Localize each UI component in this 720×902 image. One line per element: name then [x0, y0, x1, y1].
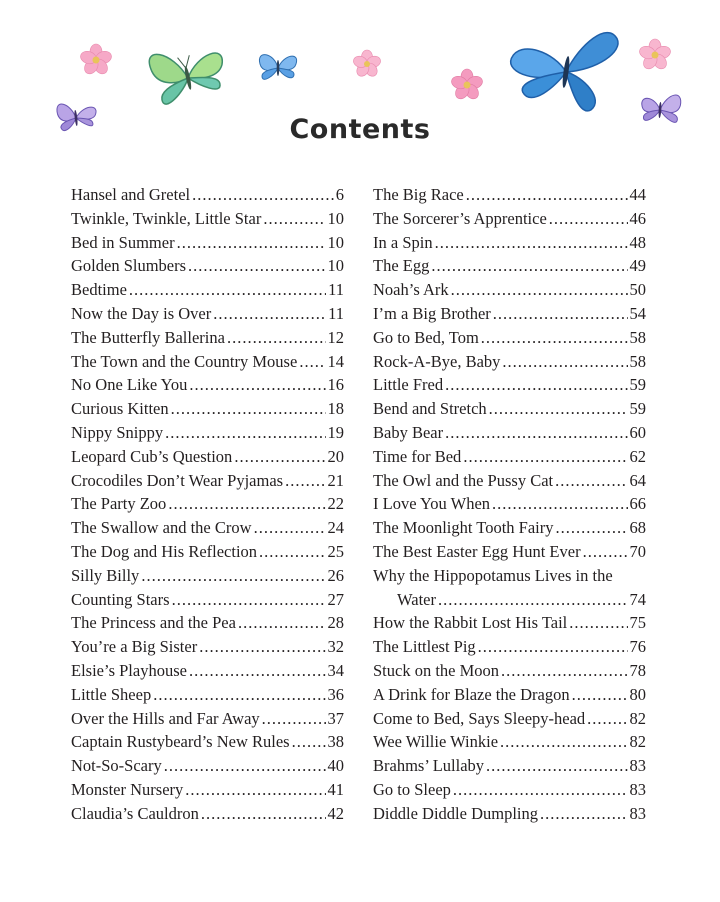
- toc-entry[interactable]: [373, 231, 646, 255]
- toc-entry-page: 28: [327, 613, 344, 633]
- toc-entry-title: Monster Nursery: [71, 779, 184, 799]
- toc-entry[interactable]: [373, 445, 646, 469]
- dot-leader: [262, 707, 326, 731]
- toc-entry[interactable]: [71, 183, 344, 207]
- toc-entry-title: The Big Race: [373, 185, 464, 204]
- dot-leader: [201, 802, 326, 826]
- toc-entry-title: The Butterfly Ballerina: [71, 327, 225, 347]
- dot-leader: [572, 683, 628, 707]
- dot-leader: [549, 207, 628, 231]
- toc-entry-title: Hansel and Gretel: [71, 185, 191, 204]
- toc-entry[interactable]: [71, 469, 344, 493]
- toc-entry-page: 76: [629, 637, 646, 657]
- toc-entry[interactable]: [373, 421, 646, 445]
- toc-entry[interactable]: [71, 730, 344, 754]
- pink-flower-icon: [450, 69, 484, 101]
- toc-entry-title: Twinkle, Twinkle, Little Star: [71, 208, 262, 228]
- toc-entry-title: You’re a Big Sister: [71, 637, 198, 657]
- toc-left-column: [71, 183, 344, 826]
- toc-entry-page: 36: [327, 684, 344, 704]
- toc-entry[interactable]: [71, 540, 344, 564]
- toc-entry[interactable]: [373, 730, 646, 754]
- toc-entry-page: 82: [629, 732, 646, 752]
- toc-entry-page: 21: [327, 470, 344, 490]
- page-title: Contents: [289, 114, 431, 145]
- dot-leader: [141, 564, 325, 588]
- toc-entry[interactable]: [71, 397, 344, 421]
- toc-entry-title: The Moonlight Tooth Fairy: [373, 518, 554, 538]
- dot-leader: [435, 231, 628, 255]
- dot-leader: [238, 611, 326, 635]
- toc-entry-page: 6: [335, 185, 344, 204]
- toc-entry-title: Water: [397, 589, 436, 609]
- toc-entry-title: I Love You When: [373, 494, 491, 514]
- toc-entry-page: 42: [327, 803, 344, 823]
- toc-entry-page: 50: [629, 280, 646, 300]
- toc-entry-page: 38: [327, 732, 344, 752]
- toc-entry[interactable]: [71, 445, 344, 469]
- dot-leader: [254, 516, 326, 540]
- toc-entry[interactable]: [71, 350, 344, 374]
- toc-entry-title: Little Sheep: [71, 684, 152, 704]
- toc-entry[interactable]: [373, 254, 646, 278]
- dot-leader: [285, 469, 325, 493]
- toc-entry-title: Counting Stars: [71, 589, 170, 609]
- dot-leader: [259, 540, 325, 564]
- toc-entry-page: 20: [327, 446, 344, 466]
- toc-entry-title: The Party Zoo: [71, 494, 167, 514]
- toc-entry-page: 37: [327, 708, 344, 728]
- toc-entry-title: The Princess and the Pea: [71, 613, 236, 633]
- toc-entry[interactable]: [373, 778, 646, 802]
- toc-entry-title: The Dog and His Reflection: [71, 541, 258, 561]
- blue-butterfly-small-icon: [259, 55, 296, 80]
- toc-entry-page: 74: [629, 589, 646, 609]
- toc-entry-page: 64: [629, 470, 646, 490]
- toc-entry[interactable]: [71, 635, 344, 659]
- toc-entry[interactable]: [71, 207, 344, 231]
- dot-leader: [172, 588, 326, 612]
- toc-entry[interactable]: [373, 588, 646, 612]
- toc-entry-title: Bend and Stretch: [373, 399, 487, 419]
- dot-leader: [129, 278, 326, 302]
- toc-entry[interactable]: [71, 802, 344, 826]
- dot-leader: [486, 754, 627, 778]
- toc-entry[interactable]: [373, 350, 646, 374]
- green-butterfly-icon: [148, 41, 229, 106]
- toc-entry[interactable]: [71, 516, 344, 540]
- toc-entry-title: The Sorcerer’s Apprentice: [373, 208, 547, 228]
- toc-entry[interactable]: [373, 207, 646, 231]
- toc-entry-title: The Owl and the Pussy Cat: [373, 470, 554, 490]
- toc-entry-title: Go to Bed, Tom: [373, 327, 479, 347]
- dot-leader: [466, 183, 628, 207]
- dot-leader: [292, 730, 326, 754]
- toc-entry-title: The Town and the Country Mouse: [71, 351, 298, 371]
- toc-entry-title: The Egg: [373, 256, 430, 276]
- toc-entry-page: 80: [629, 684, 646, 704]
- toc-entry-page: 40: [327, 756, 344, 776]
- toc-entry-page: 60: [629, 422, 646, 442]
- toc-entry-page: 10: [327, 208, 344, 228]
- toc-entry-page: 41: [327, 779, 344, 799]
- toc-entry-title: Now the Day is Over: [71, 303, 212, 323]
- dot-leader: [493, 302, 628, 326]
- toc-entry-page: 82: [629, 708, 646, 728]
- dot-leader: [463, 445, 627, 469]
- dot-leader: [189, 373, 325, 397]
- toc-entry-page: 32: [327, 637, 344, 657]
- dot-leader: [451, 278, 628, 302]
- toc-entry-title: Bed in Summer: [71, 232, 175, 252]
- toc-entry[interactable]: [373, 516, 646, 540]
- dot-leader: [185, 778, 325, 802]
- toc-entry[interactable]: [373, 278, 646, 302]
- toc-entry-title: Leopard Cub’s Question: [71, 446, 233, 466]
- toc-entry-title: Nippy Snippy: [71, 422, 164, 442]
- toc-entry[interactable]: [373, 302, 646, 326]
- toc-entry-page: 12: [327, 327, 344, 347]
- toc-entry[interactable]: [71, 659, 344, 683]
- toc-entry[interactable]: [71, 421, 344, 445]
- dot-leader: [540, 802, 628, 826]
- dot-leader: [555, 469, 627, 493]
- dot-leader: [587, 707, 627, 731]
- dot-leader: [213, 302, 326, 326]
- toc-entry[interactable]: [71, 254, 344, 278]
- toc-entry-page: 19: [327, 422, 344, 442]
- toc-entry[interactable]: [71, 492, 344, 516]
- dot-leader: [164, 754, 326, 778]
- toc-entry[interactable]: [373, 540, 646, 564]
- toc-right-column: [373, 183, 646, 826]
- toc-entry-title: Diddle Diddle Dumpling: [373, 803, 538, 823]
- toc-entry-page: 49: [629, 256, 646, 276]
- toc-entry-title: Noah’s Ark: [373, 280, 449, 300]
- toc-entry-title: A Drink for Blaze the Dragon: [373, 684, 570, 704]
- toc-entry-title: Brahms’ Lullaby: [373, 756, 485, 776]
- dot-leader: [438, 588, 628, 612]
- toc-entry-title: Captain Rustybeard’s New Rules: [71, 732, 290, 752]
- toc-entry[interactable]: [373, 492, 646, 516]
- dot-leader: [165, 421, 325, 445]
- dot-leader: [227, 326, 326, 350]
- toc-entry[interactable]: [373, 564, 646, 588]
- toc-entry-page: 48: [629, 232, 646, 252]
- toc-entry[interactable]: [373, 635, 646, 659]
- dot-leader: [492, 492, 627, 516]
- toc-entry-page: 59: [629, 399, 646, 419]
- dot-leader: [481, 326, 628, 350]
- dot-leader: [192, 183, 334, 207]
- dot-leader: [453, 778, 628, 802]
- blue-butterfly-large-icon: [505, 20, 619, 114]
- dot-leader: [445, 373, 627, 397]
- toc-entry-page: 54: [629, 303, 646, 323]
- toc-entry-page: 24: [327, 518, 344, 538]
- toc-entry-page: 10: [327, 232, 344, 252]
- toc-entry[interactable]: [71, 302, 344, 326]
- toc-entry-page: 62: [629, 446, 646, 466]
- toc-entry-title: Wee Willie Winkie: [373, 732, 499, 752]
- toc-entry[interactable]: [71, 588, 344, 612]
- toc-entry[interactable]: [373, 659, 646, 683]
- toc-entry-title: Come to Bed, Says Sleepy-head: [373, 708, 586, 728]
- toc-entry[interactable]: [71, 564, 344, 588]
- toc-entry-title: No One Like You: [71, 375, 188, 395]
- dot-leader: [583, 540, 628, 564]
- toc-entry-title: Curious Kitten: [71, 399, 169, 419]
- toc-entry[interactable]: [71, 707, 344, 731]
- toc-entry[interactable]: [373, 326, 646, 350]
- toc-entry-title: Rock-A-Bye, Baby: [373, 351, 501, 371]
- toc-entry-page: 75: [629, 613, 646, 633]
- dot-leader: [234, 445, 325, 469]
- toc-entry-title: Not-So-Scary: [71, 756, 162, 776]
- toc-entry-page: 70: [629, 541, 646, 561]
- pink-flower-icon: [352, 50, 382, 79]
- dot-leader: [431, 254, 627, 278]
- toc-entry-title: The Swallow and the Crow: [71, 518, 252, 538]
- toc-entry[interactable]: [71, 326, 344, 350]
- toc-entry[interactable]: [373, 802, 646, 826]
- toc-entry[interactable]: [373, 754, 646, 778]
- toc-entry-page: 11: [328, 303, 344, 323]
- dot-leader: [263, 207, 325, 231]
- toc-entry-title: Baby Bear: [373, 422, 444, 442]
- toc-entry[interactable]: [373, 373, 646, 397]
- toc-entry-page: 83: [629, 779, 646, 799]
- dot-leader: [478, 635, 628, 659]
- toc-entry-page: 44: [629, 185, 646, 204]
- dot-leader: [556, 516, 628, 540]
- toc-entry[interactable]: [373, 397, 646, 421]
- toc-entry[interactable]: [373, 611, 646, 635]
- dot-leader: [500, 730, 627, 754]
- toc-entry-page: 11: [328, 280, 344, 300]
- toc-entry-page: 83: [629, 803, 646, 823]
- toc-entry-title: Why the Hippopotamus Lives in the: [373, 565, 613, 585]
- dot-leader: [299, 350, 325, 374]
- toc-entry[interactable]: [71, 231, 344, 255]
- toc-entry-page: 26: [327, 565, 344, 585]
- toc-entry-title: Stuck on the Moon: [373, 660, 500, 680]
- toc-entry-page: 14: [327, 351, 344, 371]
- dot-leader: [171, 397, 326, 421]
- toc-entry-title: Silly Billy: [71, 565, 140, 585]
- toc-entry-title: How the Rabbit Lost His Tail: [373, 613, 568, 633]
- dot-leader: [188, 254, 325, 278]
- toc-entry-title: Time for Bed: [373, 446, 462, 466]
- dot-leader: [501, 659, 627, 683]
- toc-entry-page: 66: [629, 494, 646, 514]
- dot-leader: [489, 397, 628, 421]
- toc-entry-page: 58: [629, 351, 646, 371]
- toc-entry[interactable]: [373, 707, 646, 731]
- dot-leader: [177, 231, 326, 255]
- toc-entry-title: The Littlest Pig: [373, 637, 476, 657]
- toc-entry-page: 16: [327, 375, 344, 395]
- toc-entry-page: 59: [629, 375, 646, 395]
- toc-entry[interactable]: [71, 611, 344, 635]
- dot-leader: [502, 350, 627, 374]
- toc-entry-page: 22: [327, 494, 344, 514]
- toc-entry-page: 10: [327, 256, 344, 276]
- toc-entry-page: 34: [327, 660, 344, 680]
- toc-entry-page: 25: [327, 541, 344, 561]
- toc-entry[interactable]: [373, 183, 646, 207]
- toc-entry-title: The Best Easter Egg Hunt Ever: [373, 541, 581, 561]
- toc-entry-page: 83: [629, 756, 646, 776]
- toc-entry[interactable]: [71, 754, 344, 778]
- dot-leader: [199, 635, 325, 659]
- dot-leader: [569, 611, 627, 635]
- pink-flower-icon: [638, 39, 672, 71]
- toc-entry[interactable]: [373, 469, 646, 493]
- toc-entry[interactable]: [71, 778, 344, 802]
- toc-entry-page: 68: [629, 518, 646, 538]
- toc-entry-title: Crocodiles Don’t Wear Pyjamas: [71, 470, 284, 490]
- dot-leader: [168, 492, 325, 516]
- toc-entry[interactable]: [71, 278, 344, 302]
- toc-entry-page: 78: [629, 660, 646, 680]
- toc-entry-title: Go to Sleep: [373, 779, 451, 799]
- toc-entry[interactable]: [373, 683, 646, 707]
- toc-entry-title: Little Fred: [373, 375, 444, 395]
- toc-entry-title: Golden Slumbers: [71, 256, 187, 276]
- dot-leader: [189, 659, 326, 683]
- pink-flower-icon: [79, 44, 113, 76]
- dot-leader: [153, 683, 325, 707]
- toc-entry[interactable]: [71, 373, 344, 397]
- toc-entry-page: 18: [327, 399, 344, 419]
- dot-leader: [445, 421, 627, 445]
- toc-entry-title: Claudia’s Cauldron: [71, 803, 199, 823]
- toc-entry-page: 27: [327, 589, 344, 609]
- toc-entry-title: Bedtime: [71, 280, 127, 300]
- toc-entry-page: 46: [629, 208, 646, 228]
- toc-entry-title: In a Spin: [373, 232, 433, 252]
- toc-entry-title: Elsie’s Playhouse: [71, 660, 187, 680]
- toc-entry-title: I’m a Big Brother: [373, 303, 491, 323]
- toc-entry-page: 58: [629, 327, 646, 347]
- toc-entry-title: Over the Hills and Far Away: [71, 708, 260, 728]
- toc-entry[interactable]: [71, 683, 344, 707]
